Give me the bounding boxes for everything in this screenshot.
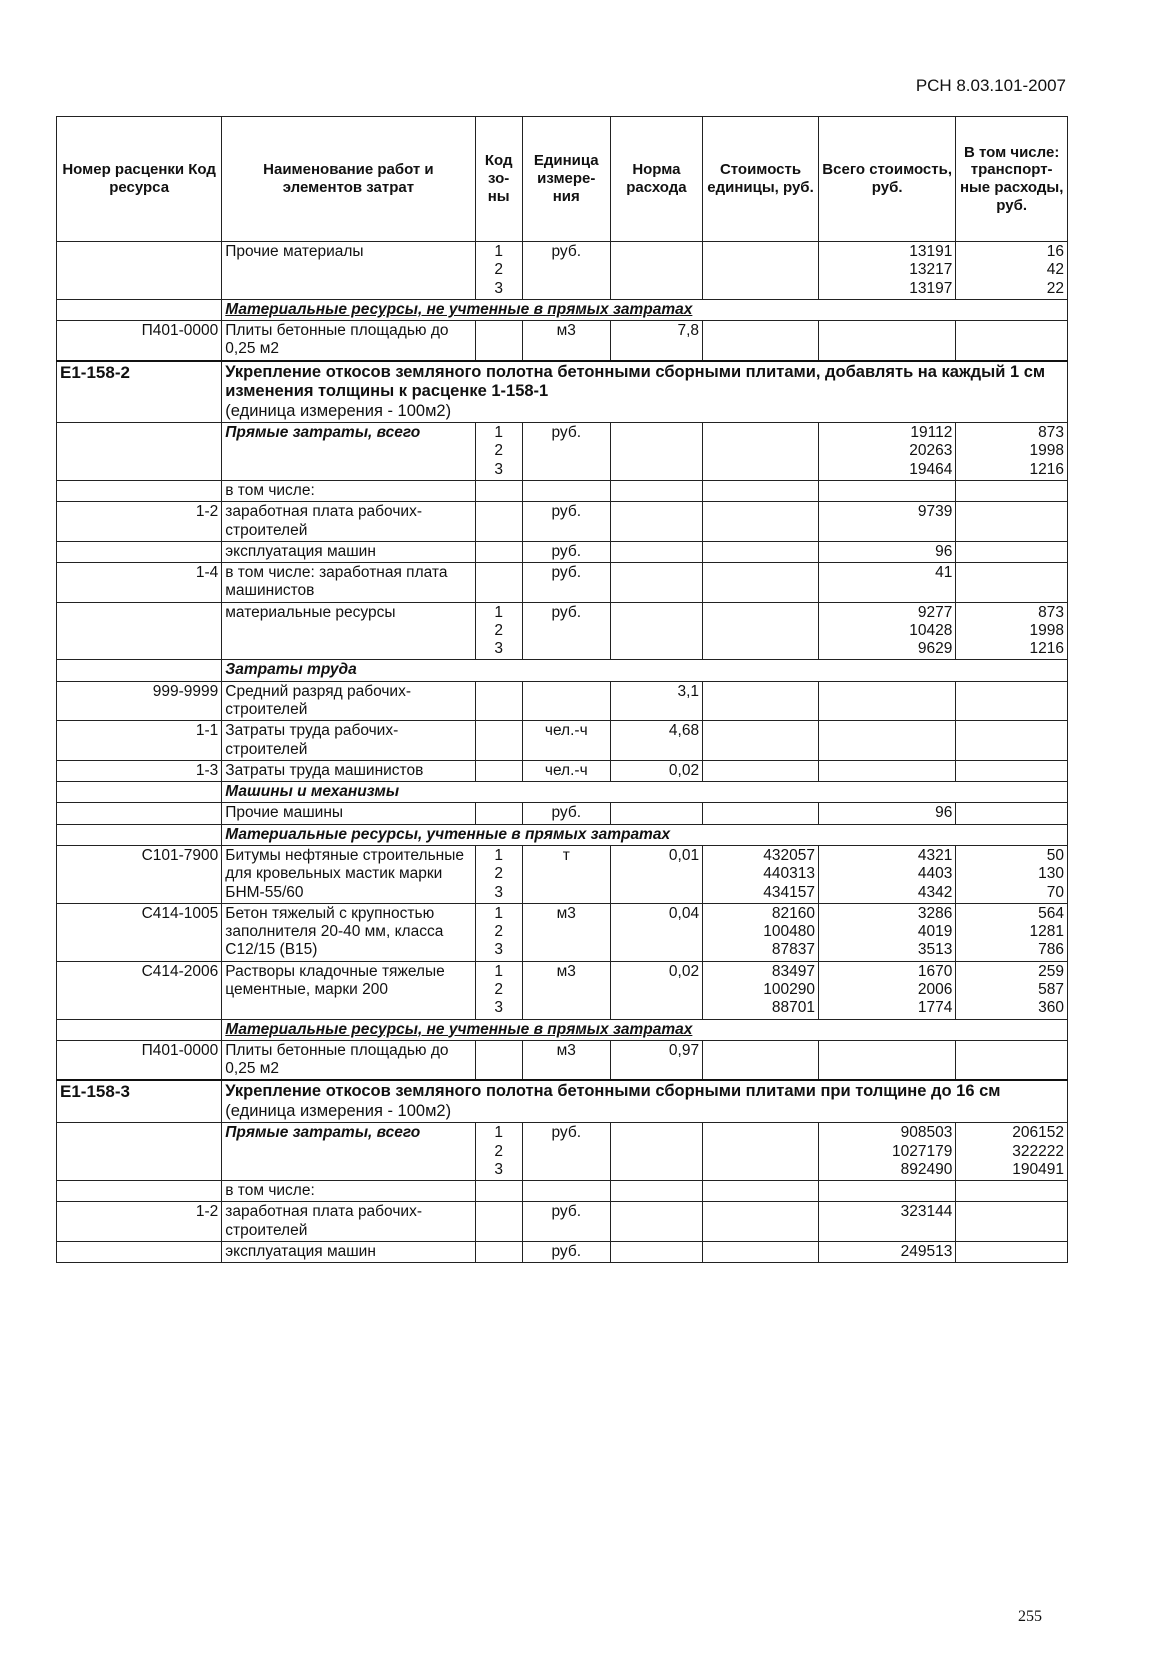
unit-cost-z3: 88701: [771, 999, 815, 1017]
transport-z1: 16: [1046, 243, 1064, 260]
transport-z1: 873: [1038, 603, 1064, 621]
zone-1: 1: [494, 1124, 503, 1142]
header-total: Всего стоимость, руб.: [818, 117, 955, 242]
row-unit: чел.-ч: [522, 721, 610, 761]
row-unit: руб.: [522, 563, 610, 603]
table-row: [57, 480, 1068, 501]
table-header-row: [57, 117, 1068, 242]
rates-table: [56, 116, 1068, 1263]
total-z2: 13217: [909, 261, 953, 279]
row-code: 1-2: [57, 502, 222, 542]
transport-z1: 50: [1046, 847, 1064, 864]
row-code: П401-0000: [57, 321, 222, 361]
total-z1: 19112: [910, 424, 953, 442]
row-code: С414-1005: [57, 903, 222, 961]
table-row: [57, 803, 1068, 824]
transport-z3: 786: [1038, 941, 1064, 959]
row-name: Битумы нефтяные строительные для кровельных мастик марки БНМ-55/60: [222, 846, 475, 904]
row-norm: 0,97: [610, 1040, 702, 1080]
row-name: Плиты бетонные площадью до 0,25 м2: [222, 1040, 475, 1080]
table-row: [57, 541, 1068, 562]
row-name: Прочие машины: [222, 803, 475, 824]
row-code: 1-1: [57, 721, 222, 761]
row-unit: руб.: [522, 602, 610, 660]
transport-z3: 70: [1046, 883, 1064, 901]
row-unit: руб.: [522, 502, 610, 542]
table-row: [57, 1123, 1068, 1181]
unit-cost-z2: 440313: [763, 865, 815, 883]
transport-z1: 873: [1038, 424, 1064, 442]
zone-2: 2: [494, 621, 503, 639]
table-row: [57, 846, 1068, 904]
header-name: Наименование работ и элементов затрат: [222, 117, 475, 242]
work-unit-note: (единица измерения - 100м2): [225, 1101, 452, 1120]
row-unit: руб.: [522, 1202, 610, 1242]
zone-3: 3: [494, 1160, 503, 1178]
table-row: [57, 1181, 1068, 1202]
section-row: [57, 299, 1068, 320]
row-unit: руб.: [522, 423, 610, 481]
row-name: Прочие материалы: [222, 242, 475, 300]
unit-cost-z1: 82160: [771, 904, 815, 922]
zone-2: 2: [494, 980, 503, 998]
row-name: Затраты труда рабочих-строителей: [222, 721, 475, 761]
unit-cost-z2: 100290: [763, 980, 815, 998]
header-unit-cost: Стоимость единицы, руб.: [703, 117, 819, 242]
zone-3: 3: [494, 640, 503, 658]
row-unit: м3: [522, 961, 610, 1019]
row-name: Прямые затраты, всего: [222, 1123, 475, 1181]
transport-z3: 1216: [1029, 640, 1064, 658]
total-z2: 2006: [917, 980, 953, 998]
work-title-text: Укрепление откосов земляного полотна бетонными сборными плитами при толщине до 16 см: [225, 1082, 1001, 1101]
row-norm: 0,01: [610, 846, 702, 904]
table-row: [57, 423, 1068, 481]
row-code: П401-0000: [57, 1040, 222, 1080]
transport-z1: 564: [1038, 904, 1064, 922]
zone-2: 2: [494, 261, 503, 279]
transport-z2: 42: [1046, 261, 1064, 279]
total-z3: 1774: [917, 999, 953, 1017]
row-name: Затраты труда машинистов: [222, 760, 475, 781]
table-row: [57, 242, 1068, 300]
table-row: [57, 1202, 1068, 1242]
table-row: [57, 321, 1068, 361]
section-title: Материальные ресурсы, не учтенные в прямых затратах: [222, 299, 1068, 320]
table-row: [57, 502, 1068, 542]
row-norm: 0,02: [610, 961, 702, 1019]
total-z1: 4321: [917, 847, 953, 864]
unit-cost-z1: 432057: [763, 847, 815, 864]
total-z2: 10428: [909, 621, 953, 639]
row-unit: т: [522, 846, 610, 904]
work-title: [222, 1080, 1068, 1122]
row-unit: м3: [522, 903, 610, 961]
row-unit: руб.: [522, 803, 610, 824]
row-name: в том числе: заработная плата машинистов: [222, 563, 475, 603]
table-row: [57, 1242, 1068, 1263]
row-name: Средний разряд рабочих-строителей: [222, 681, 475, 721]
row-unit: чел.-ч: [522, 760, 610, 781]
row-name: Прямые затраты, всего: [222, 423, 475, 481]
total-z3: 9629: [917, 640, 953, 658]
row-unit: руб.: [522, 1123, 610, 1181]
transport-z2: 130: [1038, 865, 1064, 883]
row-name: заработная плата рабочих-строителей: [222, 1202, 475, 1242]
row-name: в том числе:: [222, 1181, 475, 1202]
header-unit: Единица измере-ния: [522, 117, 610, 242]
transport-z1: 206152: [1012, 1124, 1064, 1142]
zone-2: 2: [494, 923, 503, 941]
total-z3: 3513: [917, 941, 953, 959]
header-transport: В том числе: транспорт-ные расходы, руб.: [956, 117, 1068, 242]
total-z3: 4342: [917, 883, 953, 901]
zone-3: 3: [494, 279, 503, 297]
table-row: [57, 961, 1068, 1019]
transport-z1: 259: [1038, 962, 1064, 980]
zone-2: 2: [494, 442, 503, 460]
row-code: 999-9999: [57, 681, 222, 721]
row-total: 41: [818, 563, 955, 603]
section-row: [57, 1019, 1068, 1040]
row-name: Растворы кладочные тяжелые цементные, марки 200: [222, 961, 475, 1019]
section-row: [57, 660, 1068, 681]
row-name: Бетон тяжелый с крупностью заполнителя 20-40 мм, класса С12/15 (В15): [222, 903, 475, 961]
zone-1: 1: [494, 603, 503, 621]
row-unit: руб.: [522, 541, 610, 562]
header-norm: Норма расхода: [610, 117, 702, 242]
transport-z2: 1998: [1029, 621, 1064, 639]
row-name: заработная плата рабочих-строителей: [222, 502, 475, 542]
transport-z3: 22: [1046, 279, 1064, 297]
row-name: эксплуатация машин: [222, 1242, 475, 1263]
total-z2: 4403: [917, 865, 953, 883]
table-row: [57, 681, 1068, 721]
zone-3: 3: [494, 941, 503, 959]
document-code: РСН 8.03.101-2007: [915, 76, 1066, 95]
work-code: Е1-158-2: [57, 361, 222, 423]
row-norm: 4,68: [610, 721, 702, 761]
total-z3: 13197: [909, 279, 953, 297]
total-z2: 4019: [917, 923, 953, 941]
table-row: [57, 563, 1068, 603]
row-unit: м3: [522, 321, 610, 361]
table-row: [57, 721, 1068, 761]
row-name: в том числе:: [222, 480, 475, 501]
row-code: 1-3: [57, 760, 222, 781]
row-total: 96: [818, 803, 955, 824]
work-code: Е1-158-3: [57, 1080, 222, 1122]
unit-cost-z3: 87837: [771, 941, 815, 959]
transport-z3: 190491: [1012, 1160, 1064, 1178]
row-norm: 0,02: [610, 760, 702, 781]
row-total: 9739: [818, 502, 955, 542]
row-norm: 7,8: [610, 321, 702, 361]
table-row: [57, 760, 1068, 781]
transport-z3: 360: [1038, 999, 1064, 1017]
header-zone: Код зо-ны: [475, 117, 522, 242]
zone-3: 3: [494, 883, 503, 901]
table-row: [57, 602, 1068, 660]
work-title-text: Укрепление откосов земляного полотна бетонными сборными плитами, добавлять на каждый 1 см изменения толщины к расценке 1-158-1: [225, 362, 1046, 401]
section-row: [57, 782, 1068, 803]
row-unit: руб.: [522, 242, 610, 300]
row-code: С414-2006: [57, 961, 222, 1019]
transport-z2: 587: [1038, 980, 1064, 998]
transport-z3: 1216: [1029, 460, 1064, 478]
work-header-row: [57, 361, 1068, 423]
table-row: [57, 1040, 1068, 1080]
unit-cost-z2: 100480: [763, 923, 815, 941]
transport-z2: 1281: [1029, 923, 1064, 941]
unit-cost-z3: 434157: [763, 883, 815, 901]
total-z3: 892490: [900, 1160, 953, 1178]
total-z2: 1027179: [892, 1142, 953, 1160]
zone-3: 3: [494, 999, 503, 1017]
zone-3: 3: [494, 460, 503, 478]
row-total: 96: [818, 541, 955, 562]
transport-z2: 322222: [1012, 1142, 1064, 1160]
header-code: Номер расценки Код ресурса: [57, 117, 222, 242]
zone-1: 1: [494, 904, 503, 922]
work-unit-note: (единица измерения - 100м2): [225, 401, 452, 420]
total-z1: 9277: [917, 603, 953, 621]
work-title: [222, 361, 1068, 423]
total-z3: 19464: [909, 460, 953, 478]
zone-1: 1: [494, 243, 503, 260]
section-row: [57, 824, 1068, 845]
row-unit: м3: [522, 1040, 610, 1080]
zone-1: 1: [494, 962, 503, 980]
table-row: [57, 903, 1068, 961]
page-number: 255: [1018, 1608, 1042, 1625]
row-unit: руб.: [522, 1242, 610, 1263]
total-z2: 20263: [909, 442, 953, 460]
row-total: 249513: [818, 1242, 955, 1263]
zone-1: 1: [494, 424, 503, 442]
row-norm: 0,04: [610, 903, 702, 961]
row-code: 1-4: [57, 563, 222, 603]
total-z1: 3286: [917, 904, 953, 922]
zone-2: 2: [494, 1142, 503, 1160]
zone-1: 1: [494, 847, 503, 864]
transport-z2: 1998: [1029, 442, 1064, 460]
total-z1: 908503: [900, 1124, 953, 1142]
work-header-row: [57, 1080, 1068, 1122]
row-name: Плиты бетонные площадью до 0,25 м2: [222, 321, 475, 361]
row-code: 1-2: [57, 1202, 222, 1242]
section-title: Машины и механизмы: [222, 782, 1068, 803]
row-total: 323144: [818, 1202, 955, 1242]
section-title: Материальные ресурсы, не учтенные в прямых затратах: [222, 1019, 1068, 1040]
row-norm: 3,1: [610, 681, 702, 721]
total-z1: 1670: [917, 962, 953, 980]
section-title: Затраты труда: [222, 660, 1068, 681]
row-name: материальные ресурсы: [222, 602, 475, 660]
row-name: эксплуатация машин: [222, 541, 475, 562]
zone-2: 2: [494, 865, 503, 883]
total-z1: 13191: [909, 243, 953, 260]
section-title: Материальные ресурсы, учтенные в прямых затратах: [222, 824, 1068, 845]
unit-cost-z1: 83497: [771, 962, 815, 980]
row-code: С101-7900: [57, 846, 222, 904]
